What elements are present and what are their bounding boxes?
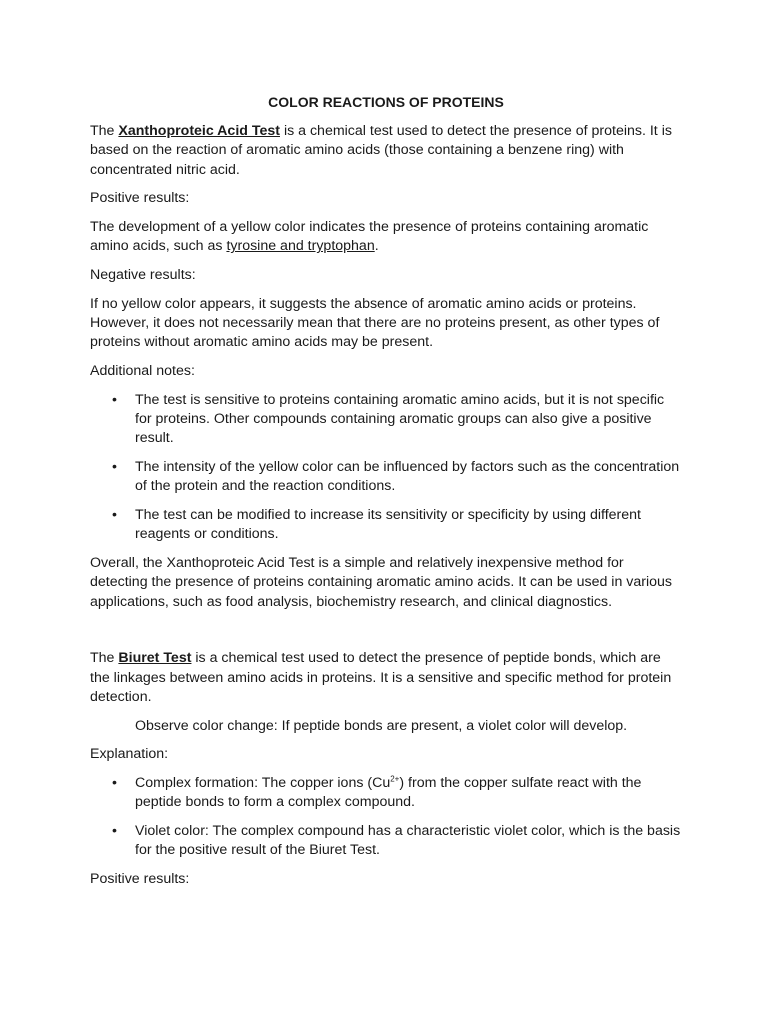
explanation-1-post: ) from the copper sulfate react with the peptide bonds to form a complex compound. bbox=[135, 775, 642, 811]
biuret-intro-pre: The bbox=[90, 650, 119, 667]
document-page bbox=[90, 93, 682, 899]
xantho-intro-pre: The bbox=[90, 123, 119, 140]
biuret-test-name: Biuret Test bbox=[118, 650, 192, 667]
biuret-intro-post: is a chemical test used to detect the presence of peptide bonds, which are the linkages between amino acids in proteins. It is a sensitive and specific method for protein detection. bbox=[90, 650, 672, 705]
xantho-positive-post: . bbox=[374, 238, 379, 255]
xantho-overall: Overall, the Xanthoproteic Acid Test is a simple and relatively inexpensive method for detecting the presence of proteins containing aromatic amino acids. It can be used in various applications, such as food analysis, biochemistry research, and clinical diagnostics. bbox=[90, 555, 673, 610]
document-title: COLOR REACTIONS OF PROTEINS bbox=[268, 94, 504, 110]
xantho-intro-post: is a chemical test used to detect the presence of proteins. It is based on the reaction of aromatic amino acids (those containing a benzene ring) with concentrated nitric acid. bbox=[90, 123, 672, 178]
copper-charge: 2+ bbox=[390, 774, 400, 784]
xantho-negative-text: If no yellow color appears, it suggests the absence of aromatic amino acids or proteins. However, it does not necessarily mean that there are no proteins present, as other types of proteins without aromatic amino acids may be present. bbox=[90, 296, 660, 351]
xantho-test-name: Xanthoproteic Acid Test bbox=[118, 123, 280, 140]
biuret-explanation-list bbox=[90, 774, 682, 860]
biuret-observe: Observe color change: If peptide bonds are present, a violet color will develop. bbox=[135, 717, 628, 734]
xantho-negative-heading: Negative results: bbox=[90, 267, 196, 284]
xantho-intro bbox=[90, 122, 682, 180]
list-item: • The intensity of the yellow color can be influenced by factors such as the concentration of the protein and the reaction conditions. bbox=[90, 458, 682, 496]
xantho-amino-acids-link: tyrosine and tryptophan bbox=[226, 238, 375, 255]
xantho-positive-text bbox=[90, 218, 682, 256]
list-item bbox=[90, 774, 682, 812]
biuret-intro bbox=[90, 649, 682, 707]
xantho-positive-heading: Positive results: bbox=[90, 190, 190, 207]
explanation-1-pre: Complex formation: The copper ions (Cu bbox=[135, 775, 391, 792]
xantho-notes-heading: Additional notes: bbox=[90, 363, 195, 380]
biuret-explanation-heading: Explanation: bbox=[90, 746, 169, 763]
list-item: • The test can be modified to increase its sensitivity or specificity by using different reagents or conditions. bbox=[90, 506, 682, 544]
list-item: • Violet color: The complex compound has a characteristic violet color, which is the basis for the positive result of the Biuret Test. bbox=[90, 822, 682, 860]
section-gap bbox=[90, 621, 682, 649]
list-item: • The test is sensitive to proteins containing aromatic amino acids, but it is not specific for proteins. Other compounds containing aromatic groups can also give a positive result. bbox=[90, 391, 682, 449]
xantho-positive-pre: The development of a yellow color indicates the presence of proteins containing aromatic amino acids, such as bbox=[90, 219, 649, 255]
biuret-positive-heading: Positive results: bbox=[90, 871, 190, 888]
xantho-notes-list bbox=[90, 391, 682, 545]
